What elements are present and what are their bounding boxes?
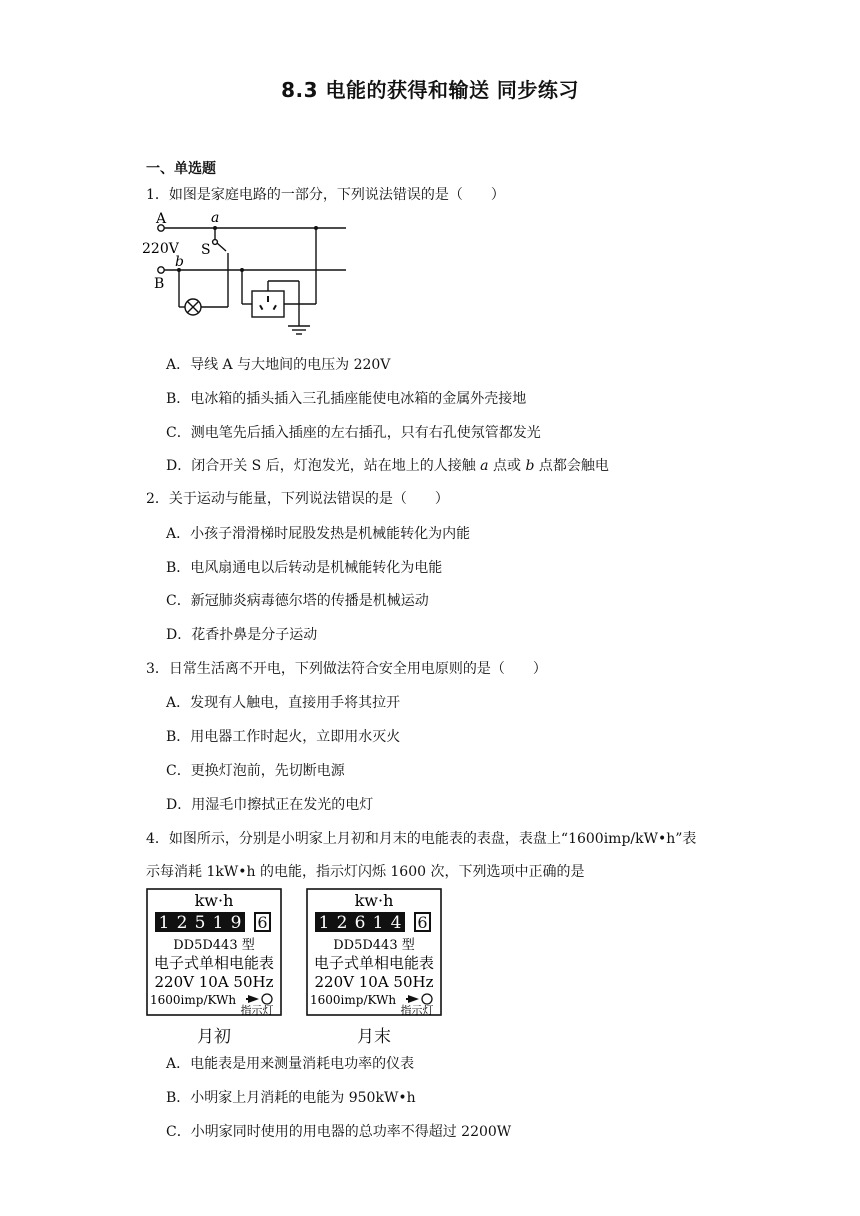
svg-text:2: 2 [336,913,348,933]
svg-text:220V 10A 50Hz: 220V 10A 50Hz [314,973,434,991]
q3-option-d: D．用湿毛巾擦拭正在发光的电灯 [166,797,374,813]
label-switch: S [201,242,211,258]
question-4-stem-line2: 示每消耗 1kW•h 的电能，指示灯闪烁 1600 次，下列选项中正确的是 [146,864,585,880]
section-heading: 一、单选题 [146,161,216,177]
question-2-stem: 2．关于运动与能量，下列说法错误的是（ ） [146,491,449,507]
indicator-light-icon [262,994,272,1004]
label-a-terminal: A [156,211,167,227]
svg-text:1: 1 [158,913,170,933]
circuit-diagram [140,208,355,348]
q3-option-b: B．用电器工作时起火，立即用水灭火 [166,729,401,745]
svg-text:DD5D443 型: DD5D443 型 [173,938,255,953]
socket-icon [252,291,284,317]
svg-text:1: 1 [372,913,384,933]
svg-text:5: 5 [194,913,206,933]
svg-text:1: 1 [318,913,330,933]
label-b-terminal: B [154,276,165,292]
svg-text:6: 6 [417,913,428,932]
q3-option-c: C．更换灯泡前，先切断电源 [166,763,345,779]
svg-text:6: 6 [354,913,366,933]
svg-text:1600imp/KWh: 1600imp/KWh [150,993,237,1007]
q1-option-d: D．闭合开关 S 后，灯泡发光，站在地上的人接触 a 点或 b 点都会触电 [166,458,609,474]
svg-text:1: 1 [212,913,224,933]
svg-text:kw·h: kw·h [194,891,234,910]
energy-meter-end [306,888,442,1016]
q2-option-d: D．花香扑鼻是分子运动 [166,627,318,643]
question-3-stem: 3．日常生活离不开电，下列做法符合安全用电原则的是（ ） [146,661,547,677]
meter-start-caption: 月初 [197,1027,231,1047]
indicator-light-icon [422,994,432,1004]
meter-end-caption: 月末 [357,1027,391,1047]
svg-text:DD5D443 型: DD5D443 型 [333,938,415,953]
svg-text:220V 10A 50Hz: 220V 10A 50Hz [154,973,274,991]
q1-option-b: B．电冰箱的插头插入三孔插座能使电冰箱的金属外壳接地 [166,391,527,407]
terminal-b [158,267,164,273]
svg-text:指示灯: 指示灯 [240,1004,274,1016]
page-title: 8.3 电能的获得和输送 同步练习 [281,78,579,102]
q4-option-b: B．小明家上月消耗的电能为 950kW•h [166,1090,416,1106]
svg-text:电子式单相电能表: 电子式单相电能表 [313,954,435,972]
label-point-a: a [211,210,220,226]
switch-s [217,243,226,251]
q1-option-a: A．导线 A 与大地间的电压为 220V [166,357,391,373]
label-voltage: 220V [142,241,179,257]
question-4-stem-line1: 4．如图所示，分别是小明家上月初和月末的电能表的表盘，表盘上“1600imp/kW•h”表 [146,831,697,847]
svg-text:2: 2 [176,913,188,933]
q4-option-a: A．电能表是用来测量消耗电功率的仪表 [166,1056,415,1072]
q3-option-a: A．发现有人触电，直接用手将其拉开 [166,695,401,711]
svg-text:kw·h: kw·h [354,891,394,910]
label-point-b: b [175,254,184,270]
q1-option-c: C．测电笔先后插入插座的左右插孔，只有右孔使氖管都发光 [166,425,541,441]
q2-option-c: C．新冠肺炎病毒德尔塔的传播是机械运动 [166,593,429,609]
svg-text:6: 6 [257,913,268,932]
svg-text:电子式单相电能表: 电子式单相电能表 [153,954,275,972]
q2-option-a: A．小孩子滑滑梯时屁股发热是机械能转化为内能 [166,526,471,542]
energy-meter-start [146,888,282,1016]
svg-text:指示灯: 指示灯 [400,1004,434,1016]
svg-text:9: 9 [230,913,242,933]
q2-option-b: B．电风扇通电以后转动是机械能转化为电能 [166,560,443,576]
svg-text:4: 4 [390,913,402,933]
svg-text:1600imp/KWh: 1600imp/KWh [310,993,397,1007]
q4-option-c: C．小明家同时使用的用电器的总功率不得超过 2200W [166,1124,512,1140]
question-1-stem: 1．如图是家庭电路的一部分，下列说法错误的是（ ） [146,187,505,203]
